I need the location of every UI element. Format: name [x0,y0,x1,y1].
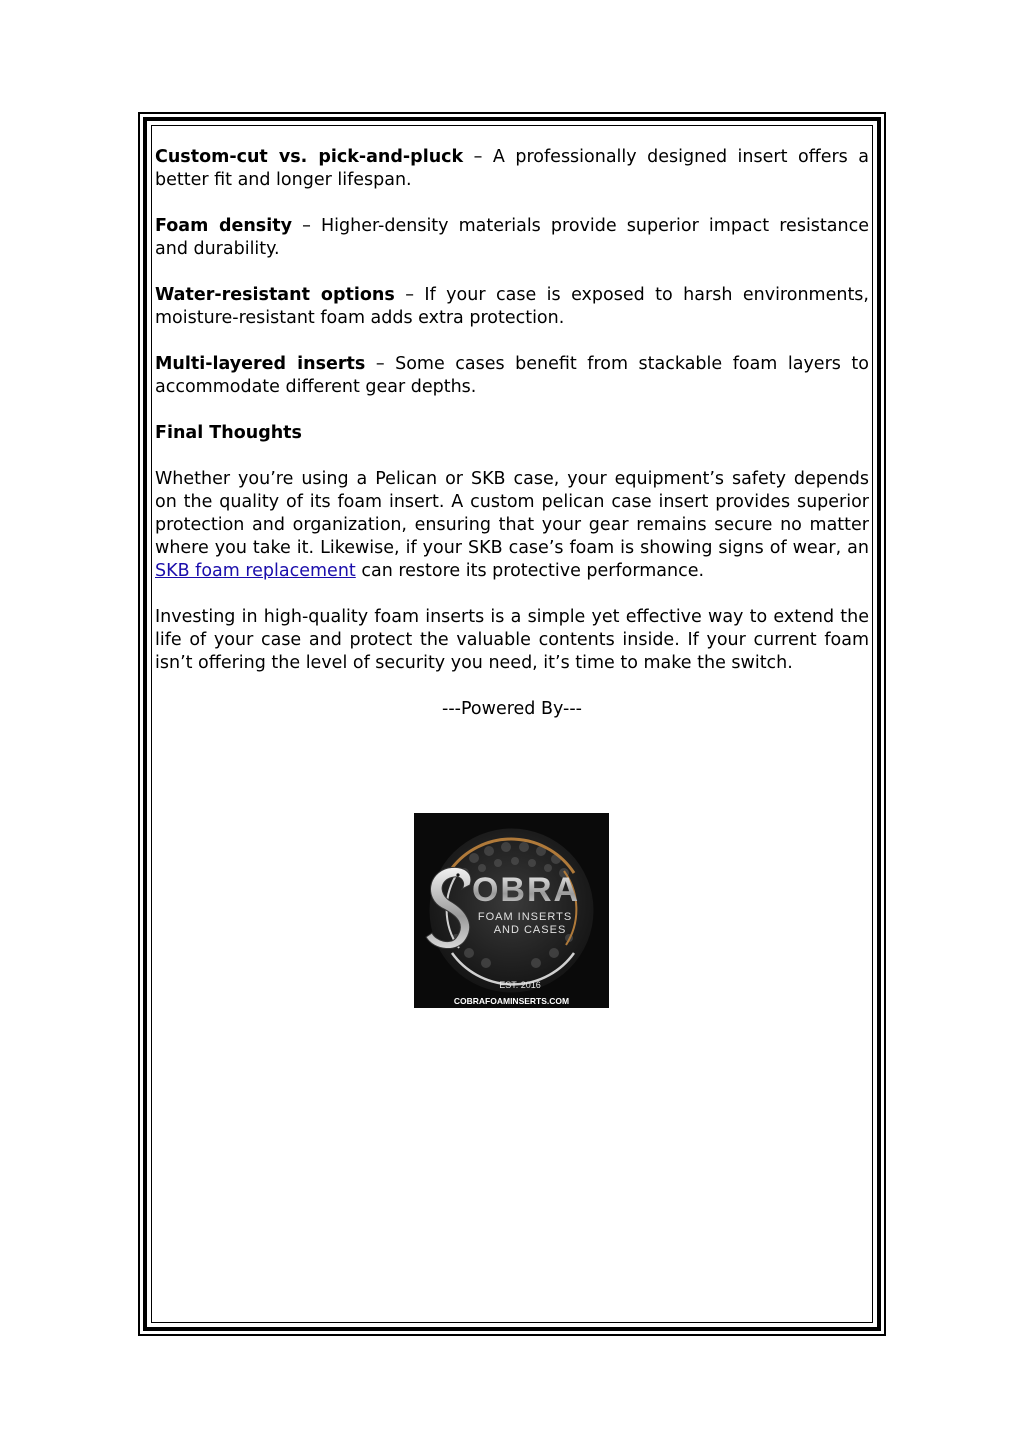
paragraph-investing: Investing in high-quality foam inserts is a simple yet effective way to extend the life of your case and protect the valuable contents inside. If your current foam isn’t offering the level of security you need, it’s time to make the switch. [155,607,869,673]
final-thoughts-title: Final Thoughts [155,423,302,443]
bullet-foam-density [155,215,869,261]
cobra-logo [414,813,609,1008]
bullet-heading: Foam density [155,216,292,236]
logo-url: COBRAFOAMINSERTS.COM [453,996,570,1006]
bullet-water-resistant [155,284,869,330]
logo-established: EST. 2016 [499,980,541,990]
logo-brand: OBRA [471,871,581,909]
bullet-multi-layered [155,353,869,399]
cobra-logo-graphic [414,813,609,1008]
bullet-text: – A professionally designed insert offers a better fit and longer lifespan. [155,147,870,190]
document-body [155,146,869,744]
paragraph-safety-tail: can restore its protective performance. [355,561,705,581]
paragraph-safety [155,468,869,583]
bullet-heading: Multi-layered inserts [155,354,366,374]
final-thoughts-heading [155,422,869,445]
bullet-custom-cut [155,146,869,192]
bullet-text: – Higher-density materials provide superior impact resistance and durability. [155,216,869,259]
logo-line1: FOAM INSERTS [477,911,573,923]
paragraph-safety-text: Whether you’re using a Pelican or SKB case, your equipment’s safety depends on the quality of its foam insert. A custom pelican case insert provides superior protection and organization, ensuring that your gear remains secure no matter where you take it. Likewise, if your SKB case’s foam is showing signs of wear, an [155,469,869,558]
bullet-text: – Some cases benefit from stackable foam layers to accommodate different gear depths. [155,354,869,397]
logo-line2: AND CASES [493,924,567,936]
bullet-heading: Water-resistant options [155,285,395,305]
powered-by: ---Powered By--- [442,699,582,719]
bullet-text: – If your case is exposed to harsh environments, moisture-resistant foam adds extra protection. [155,285,869,328]
bullet-heading: Custom-cut vs. pick-and-pluck [155,147,464,167]
skb-foam-replacement-link[interactable]: SKB foam replacement [155,561,356,581]
